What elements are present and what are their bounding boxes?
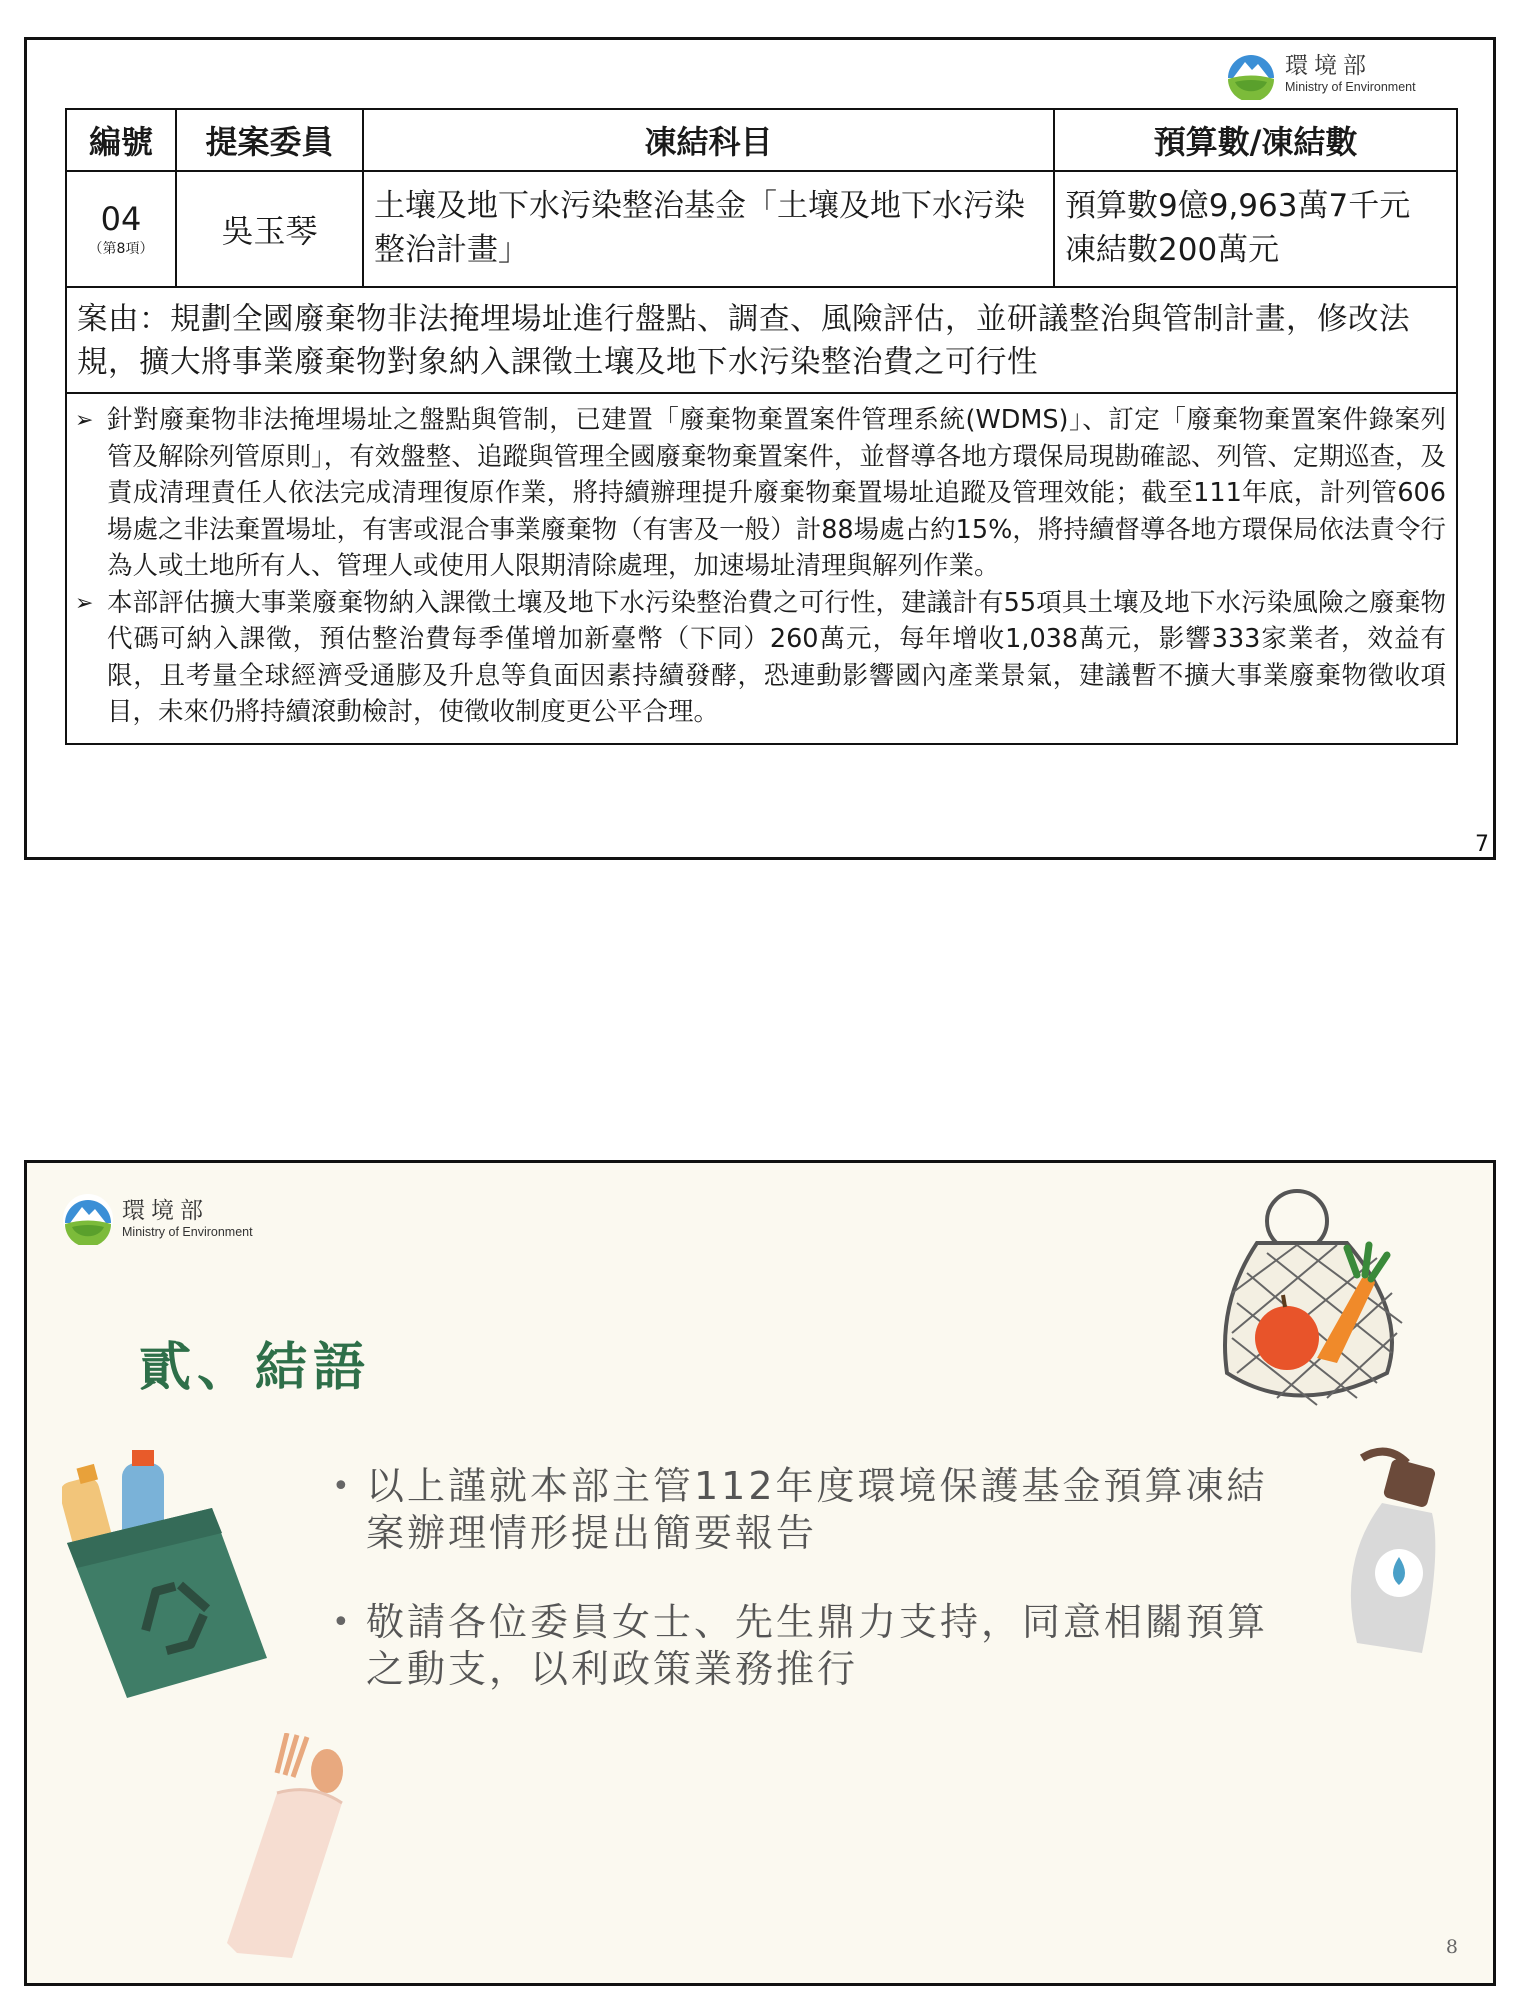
cell-member: 吳玉琴	[176, 171, 363, 287]
slide-title: 貳、結語	[139, 1338, 372, 1398]
list-item	[332, 1463, 1287, 1557]
bullet-icon: •	[332, 1605, 353, 1640]
note-text: 針對廢棄物非法掩埋場址之盤點與管制，已建置「廢棄物棄置案件管理系統(WDMS)」、訂定「廢棄物棄置案件錄案列管及解除列管原則」，有效盤整、追蹤與管理全國廢棄物棄置案件，並督導各地方環保局現勘確認、列管、定期巡查，及責成清理責任人依法完成清理復原作業，將持續辦理提升廢棄物棄置場址追蹤及管理效能；截至111年底，計列管606場處之非法棄置場址，有害或混合事業廢棄物（有害及一般）計88場處占約15%，將持續督導各地方環保局依法責令行為人或土地所有人、管理人或使用人限期清除處理，加速場址清理與解列作業。	[107, 405, 1446, 581]
bullet-icon: •	[332, 1469, 353, 1504]
budget-amount: 預算數9億9,963萬7千元	[1065, 188, 1411, 224]
cell-id	[66, 171, 176, 287]
header-subject: 凍結科目	[363, 109, 1054, 171]
logo-chinese-name: 環境部	[1285, 53, 1372, 79]
mesh-bag-illustration	[1197, 1183, 1447, 1423]
arrow-bullet-icon: ➢	[75, 590, 94, 616]
case-number: 04	[100, 200, 142, 238]
logo-english-name: Ministry of Environment	[122, 1225, 253, 1239]
header-member: 提案委員	[176, 109, 363, 171]
list-item-text: 以上謹就本部主管112年度環境保護基金預算凍結案辦理情形提出簡要報告	[366, 1464, 1268, 1555]
note-item	[75, 585, 1446, 731]
ministry-logo-icon	[62, 1193, 114, 1245]
header-id: 編號	[66, 109, 176, 171]
conclusion-list	[332, 1463, 1287, 1735]
reason-text: 案由：規劃全國廢棄物非法掩埋場址進行盤點、調查、風險評估，並研議整治與管制計畫，修改法規，擴大將事業廢棄物對象納入課徵土壤及地下水污染整治費之可行性	[66, 287, 1457, 393]
recycle-bin-illustration	[62, 1448, 277, 1708]
freeze-table	[65, 108, 1458, 745]
list-item	[332, 1599, 1287, 1693]
ministry-logo-icon	[1225, 48, 1277, 100]
table-header-row	[66, 109, 1457, 171]
list-item-text: 敬請各位委員女士、先生鼎力支持，同意相關預算之動支，以利政策業務推行	[366, 1600, 1269, 1691]
header-budget: 預算數/凍結數	[1054, 109, 1457, 171]
cell-budget	[1054, 171, 1457, 287]
water-bottle-illustration	[1327, 1443, 1457, 1673]
slide-7	[24, 37, 1496, 860]
note-item	[75, 402, 1446, 585]
notes-row	[66, 393, 1457, 744]
page-number: 8	[1445, 1936, 1458, 1958]
notes-cell	[66, 393, 1457, 744]
page-number: 7	[1475, 832, 1489, 857]
frozen-amount: 凍結數200萬元	[1065, 232, 1280, 268]
case-item: （第8項）	[88, 241, 154, 257]
cutlery-pouch-illustration	[217, 1733, 367, 1963]
logo-chinese-name: 環境部	[122, 1198, 209, 1224]
note-text: 本部評估擴大事業廢棄物納入課徵土壤及地下水污染整治費之可行性，建議計有55項具土壤及地下水污染風險之廢棄物代碼可納入課徵，預估整治費每季僅增加新臺幣（下同）260萬元，每年增收1,038萬元，影響333家業者，效益有限，且考量全球經濟受通膨及升息等負面因素持續發酵，恐連動影響國內產業景氣，建議暫不擴大事業廢棄物徵收項目，未來仍將持續滾動檢討，使徵收制度更公平合理。	[107, 587, 1446, 727]
table-row	[66, 171, 1457, 287]
slide-8	[24, 1160, 1496, 1986]
logo-english-name: Ministry of Environment	[1285, 80, 1416, 94]
arrow-bullet-icon: ➢	[75, 408, 94, 433]
cell-subject: 土壤及地下水污染整治基金「土壤及地下水污染整治計畫」	[363, 171, 1054, 287]
reason-row	[66, 287, 1457, 393]
ministry-logo	[1225, 48, 1416, 100]
ministry-logo	[62, 1193, 253, 1245]
